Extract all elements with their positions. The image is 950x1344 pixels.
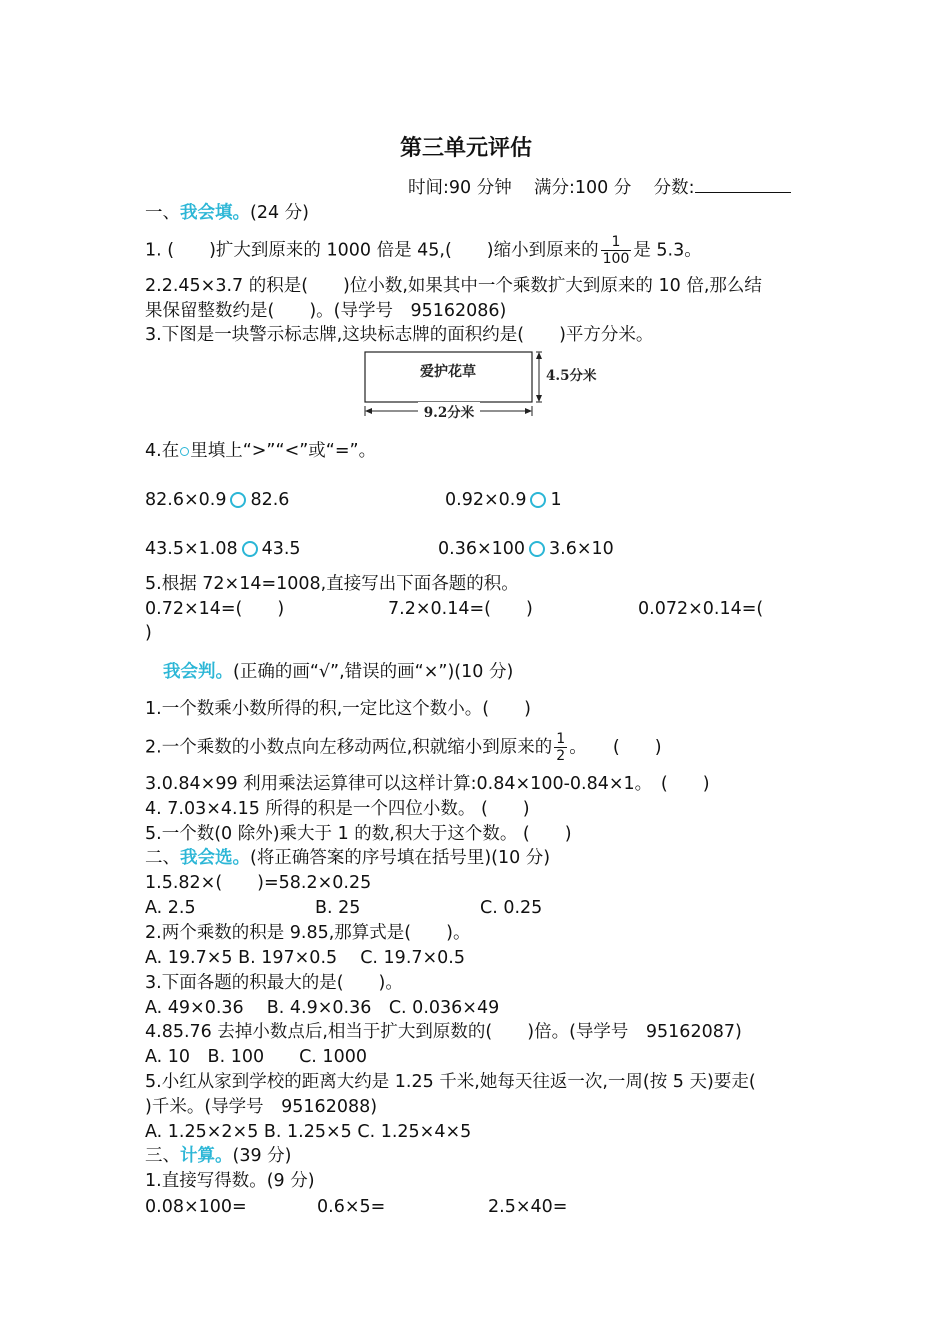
section-number: 一、	[145, 203, 180, 223]
fraction-denominator: 2	[556, 748, 566, 764]
question-1-5-c-close: )	[145, 623, 152, 643]
calc-2: 0.6×5=	[317, 1197, 386, 1217]
question-2-2	[145, 731, 662, 764]
section-name: 我会填。	[180, 203, 250, 223]
section-name: 我会判。	[163, 662, 233, 682]
question-text-end: 是 5.3。	[633, 240, 702, 261]
question-4-1: 1.直接写得数。(9 分)	[145, 1171, 315, 1191]
question-3-5-line1: 5.小红从家到学校的距离大约是 1.25 千米,她每天往返一次,一周(按 5 天)要走(	[145, 1072, 756, 1092]
arrow-up-icon	[536, 352, 542, 359]
score-blank[interactable]	[695, 176, 791, 193]
calc-1: 0.08×100=	[145, 1197, 247, 1217]
sign-diagram	[360, 348, 600, 423]
section-3-heading	[145, 847, 550, 869]
section-instructions: (正确的画“√”,错误的画“×”)(10 分)	[233, 662, 514, 682]
compare-circle-icon[interactable]	[530, 492, 546, 508]
expr-right: 1	[550, 490, 562, 510]
expr-right: 3.6×10	[549, 539, 614, 559]
compare-row-2-right	[438, 538, 614, 560]
compare-row-1-right	[445, 489, 562, 511]
question-1-4	[145, 440, 376, 462]
fraction-numerator: 1	[601, 234, 632, 251]
section-2-heading	[163, 661, 513, 683]
question-text: 4.在	[145, 441, 180, 461]
height-label: 4.5分米	[546, 368, 597, 384]
section-name: 计算。	[180, 1146, 233, 1166]
question-text-end: 。 ( )	[569, 737, 662, 758]
full-score: 满分:100 分	[534, 178, 632, 198]
sign-text: 爱护花草	[420, 364, 476, 380]
width-label: 9.2分米	[423, 405, 475, 421]
expr-left: 0.36×100	[438, 539, 526, 559]
question-text: 2.一个乘数的小数点向左移动两位,积就缩小到原来的	[145, 737, 553, 758]
compare-row-1-left	[145, 489, 289, 511]
question-1-2-line1: 2.2.45×3.7 的积是( )位小数,如果其中一个乘数扩大到原来的 10 倍,那么结	[145, 276, 762, 296]
compare-circle-icon[interactable]	[529, 541, 545, 557]
compare-circle-icon[interactable]	[230, 492, 246, 508]
question-3-5-line2: )千米。(导学号 95162088)	[145, 1097, 378, 1117]
question-text-end: 里填上“>”“<”或“=”。	[190, 441, 377, 461]
question-2-4: 4. 7.03×4.15 所得的积是一个四位小数。 ( )	[145, 799, 530, 819]
section-number: 二、	[145, 848, 180, 868]
question-3-5-options: A. 1.25×2×5 B. 1.25×5 C. 1.25×4×5	[145, 1122, 472, 1142]
question-1-5-b: 7.2×0.14=( )	[388, 599, 533, 619]
arrow-down-icon	[536, 395, 542, 402]
fraction	[554, 731, 567, 764]
question-3-2: 2.两个乘数的积是 9.85,那算式是( )。	[145, 923, 471, 943]
section-points: (39 分)	[232, 1146, 292, 1166]
expr-left: 0.92×0.9	[445, 490, 527, 510]
arrow-right-icon	[525, 408, 532, 414]
page-title: 第三单元评估	[400, 135, 533, 161]
question-3-4-options: A. 10 B. 100 C. 1000	[145, 1047, 367, 1067]
time-limit: 时间:90 分钟	[408, 178, 512, 198]
question-1-5-a: 0.72×14=( )	[145, 599, 285, 619]
question-3-3: 3.下面各题的积最大的是( )。	[145, 973, 403, 993]
question-2-1: 1.一个数乘小数所得的积,一定比这个数小。( )	[145, 699, 531, 719]
question-2-3: 3.0.84×99 利用乘法运算律可以这样计算:0.84×100-0.84×1。 ( )	[145, 774, 710, 794]
question-3-3-options: A. 49×0.36 B. 4.9×0.36 C. 0.036×49	[145, 998, 500, 1018]
option-c: C. 0.25	[480, 898, 543, 918]
compare-circle-icon[interactable]	[242, 541, 258, 557]
question-1-2-line2: 果保留整数约是( )。(导学号 95162086)	[145, 301, 507, 321]
question-3-4: 4.85.76 去掉小数点后,相当于扩大到原数的( )倍。(导学号 95162087)	[145, 1022, 742, 1042]
exam-meta	[408, 176, 791, 199]
section-1-heading	[145, 202, 309, 224]
compare-row-2-left	[145, 538, 301, 560]
question-3-2-options: A. 19.7×5 B. 197×0.5 C. 19.7×0.5	[145, 948, 466, 968]
expr-left: 82.6×0.9	[145, 490, 227, 510]
question-3-1: 1.5.82×( )=58.2×0.25	[145, 873, 372, 893]
question-1-1	[145, 234, 702, 267]
expr-right: 43.5	[261, 539, 301, 559]
section-instructions: (将正确答案的序号填在括号里)(10 分)	[250, 848, 551, 868]
fraction-numerator: 1	[556, 731, 566, 747]
circle-icon	[180, 447, 189, 456]
expr-right: 82.6	[250, 490, 290, 510]
option-b: B. 25	[315, 898, 361, 918]
section-4-heading	[145, 1145, 292, 1167]
expr-left: 43.5×1.08	[145, 539, 238, 559]
section-number: 三、	[145, 1146, 180, 1166]
question-text: 1. ( )扩大到原来的 1000 倍是 45,( )缩小到原来的	[145, 240, 599, 261]
fraction-denominator: 100	[602, 251, 630, 267]
option-a: A. 2.5	[145, 898, 196, 918]
calc-3: 2.5×40=	[488, 1197, 568, 1217]
fraction	[601, 234, 632, 267]
question-1-3: 3.下图是一块警示标志牌,这块标志牌的面积约是( )平方分米。	[145, 325, 654, 345]
score-label: 分数:	[653, 178, 695, 198]
arrow-left-icon	[365, 408, 372, 414]
section-points: (24 分)	[250, 203, 309, 223]
question-1-5-c: 0.072×0.14=(	[638, 599, 764, 619]
question-2-5: 5.一个数(0 除外)乘大于 1 的数,积大于这个数。 ( )	[145, 824, 572, 844]
question-1-5: 5.根据 72×14=1008,直接写出下面各题的积。	[145, 574, 519, 594]
section-name: 我会选。	[180, 848, 250, 868]
